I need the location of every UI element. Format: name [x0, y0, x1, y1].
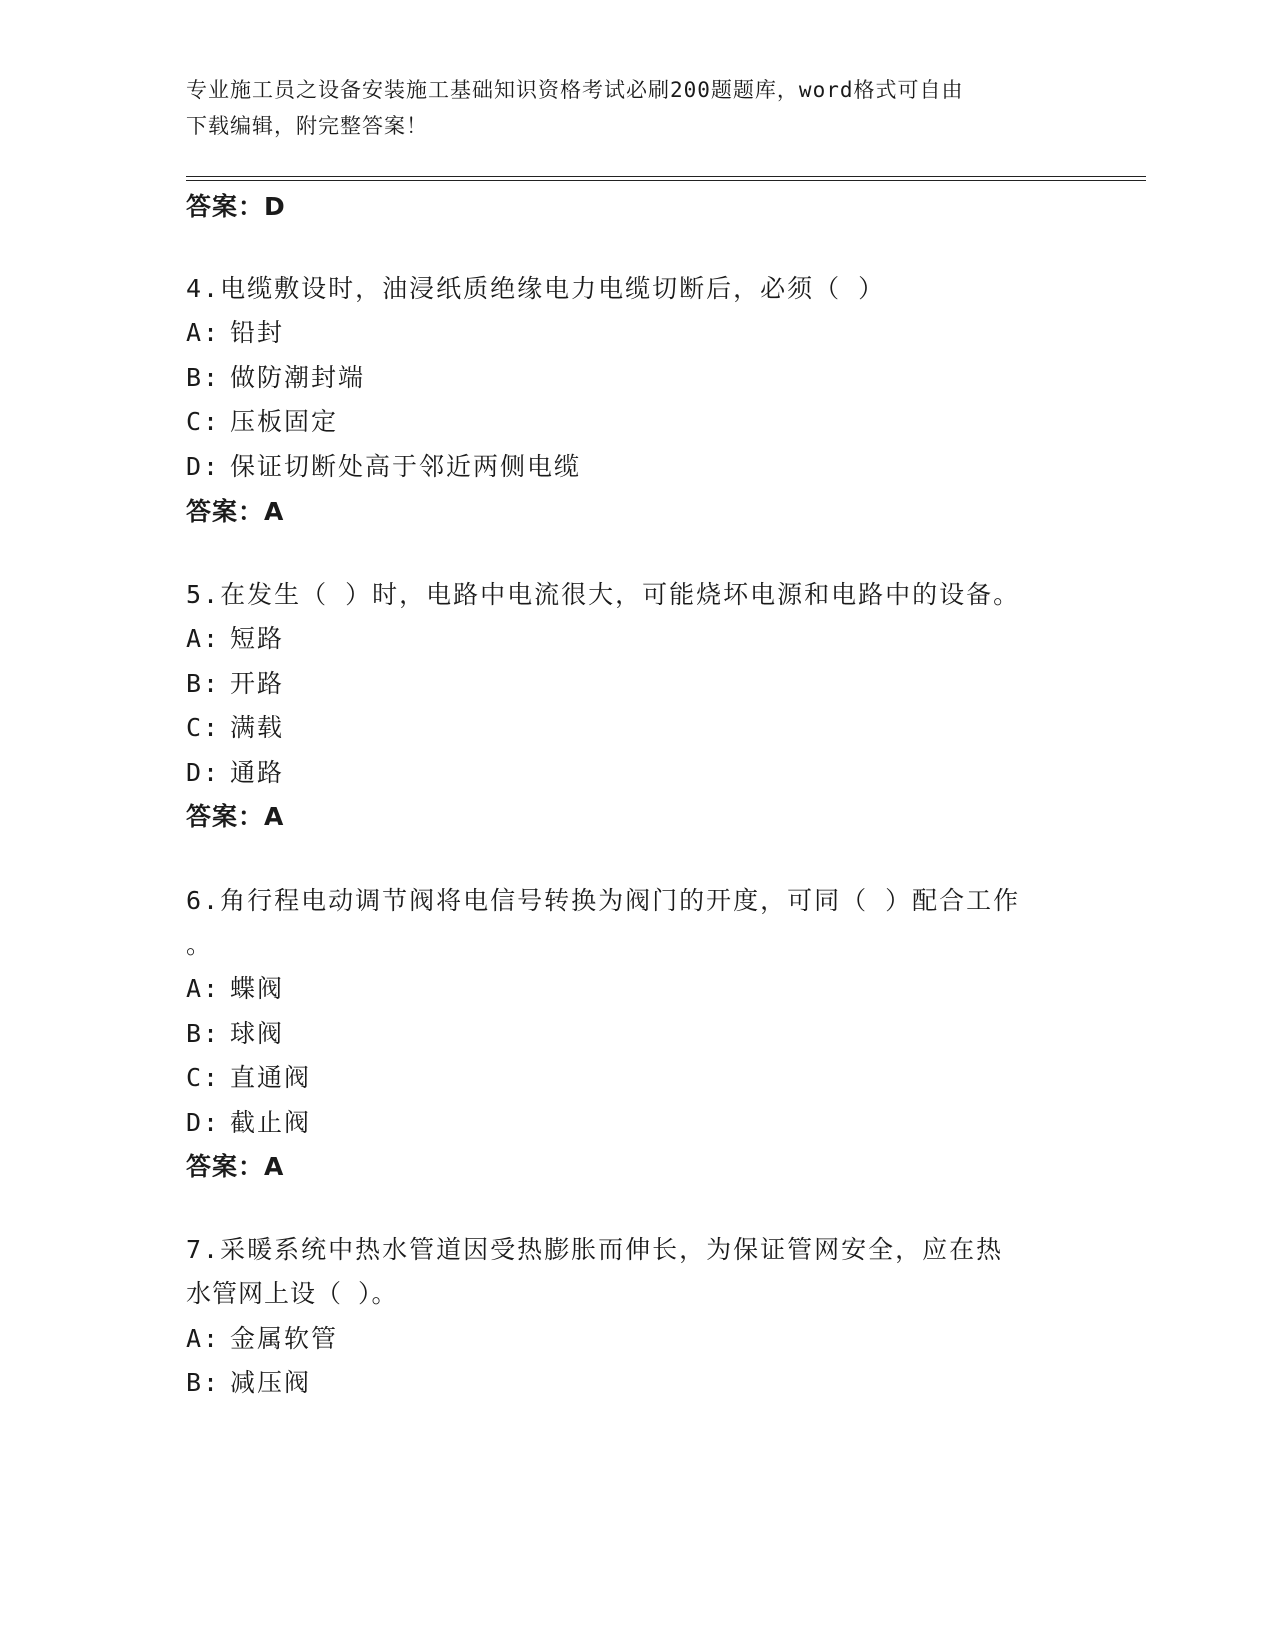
option-line [186, 1017, 284, 1051]
option-line [186, 405, 338, 439]
option-letter: B: [186, 669, 221, 698]
document-header [186, 72, 1086, 144]
option-text: 做防潮封端 [230, 363, 366, 392]
answer-line: 答案：A [186, 802, 285, 831]
option-letter: A: [186, 624, 221, 653]
question-stem: 4.电缆敷设时，油浸纸质绝缘电力电缆切断后，必须（ ） [186, 274, 886, 303]
option-line [186, 1106, 311, 1140]
option-text: 减压阀 [230, 1368, 312, 1397]
option-line [186, 667, 284, 701]
question-stem: 5.在发生（ ）时，电路中电流很大，可能烧坏电源和电路中的设备。 [186, 580, 1021, 609]
option-text: 截止阀 [230, 1108, 312, 1137]
option-line [186, 711, 284, 745]
option-line [186, 972, 284, 1006]
option-text: 保证切断处高于邻近两侧电缆 [230, 452, 582, 481]
answer-line: 答案：D [186, 192, 286, 221]
option-letter: C: [186, 1063, 221, 1092]
header-line-2: 下载编辑，附完整答案！ [186, 114, 428, 138]
option-letter: B: [186, 363, 221, 392]
option-letter: D: [186, 1108, 221, 1137]
header-line-1: 专业施工员之设备安装施工基础知识资格考试必刷200题题库，word格式可自由 [186, 78, 964, 102]
option-text: 短路 [230, 624, 285, 653]
option-line [186, 1322, 338, 1356]
option-line [186, 622, 284, 656]
option-text: 直通阀 [230, 1063, 312, 1092]
answer-line: 答案：A [186, 497, 285, 526]
option-line [186, 361, 365, 395]
question-stem-continuation: 水管网上设（ ）。 [186, 1279, 398, 1308]
question-stem: 6.角行程电动调节阀将电信号转换为阀门的开度，可同（ ）配合工作 [186, 886, 1021, 915]
option-line [186, 756, 284, 790]
option-letter: A: [186, 318, 221, 347]
question-stem: 7.采暖系统中热水管道因受热膨胀而伸长，为保证管网安全，应在热 [186, 1235, 1004, 1264]
option-letter: D: [186, 758, 221, 787]
option-text: 铅封 [230, 318, 285, 347]
option-text: 通路 [230, 758, 285, 787]
option-letter: B: [186, 1368, 221, 1397]
option-line [186, 450, 581, 484]
option-letter: C: [186, 713, 221, 742]
option-letter: D: [186, 452, 221, 481]
option-letter: A: [186, 1324, 221, 1353]
option-text: 压板固定 [230, 407, 339, 436]
option-line [186, 316, 284, 350]
option-letter: C: [186, 407, 221, 436]
option-line [186, 1366, 311, 1400]
header-divider [186, 176, 1146, 181]
option-letter: B: [186, 1019, 221, 1048]
option-text: 满载 [230, 713, 285, 742]
option-text: 开路 [230, 669, 285, 698]
option-text: 球阀 [230, 1019, 285, 1048]
answer-line: 答案：A [186, 1152, 285, 1181]
option-line [186, 1061, 311, 1095]
option-text: 金属软管 [230, 1324, 339, 1353]
option-text: 蝶阀 [230, 974, 285, 1003]
option-letter: A: [186, 974, 221, 1003]
question-stem-continuation: 。 [186, 930, 213, 959]
